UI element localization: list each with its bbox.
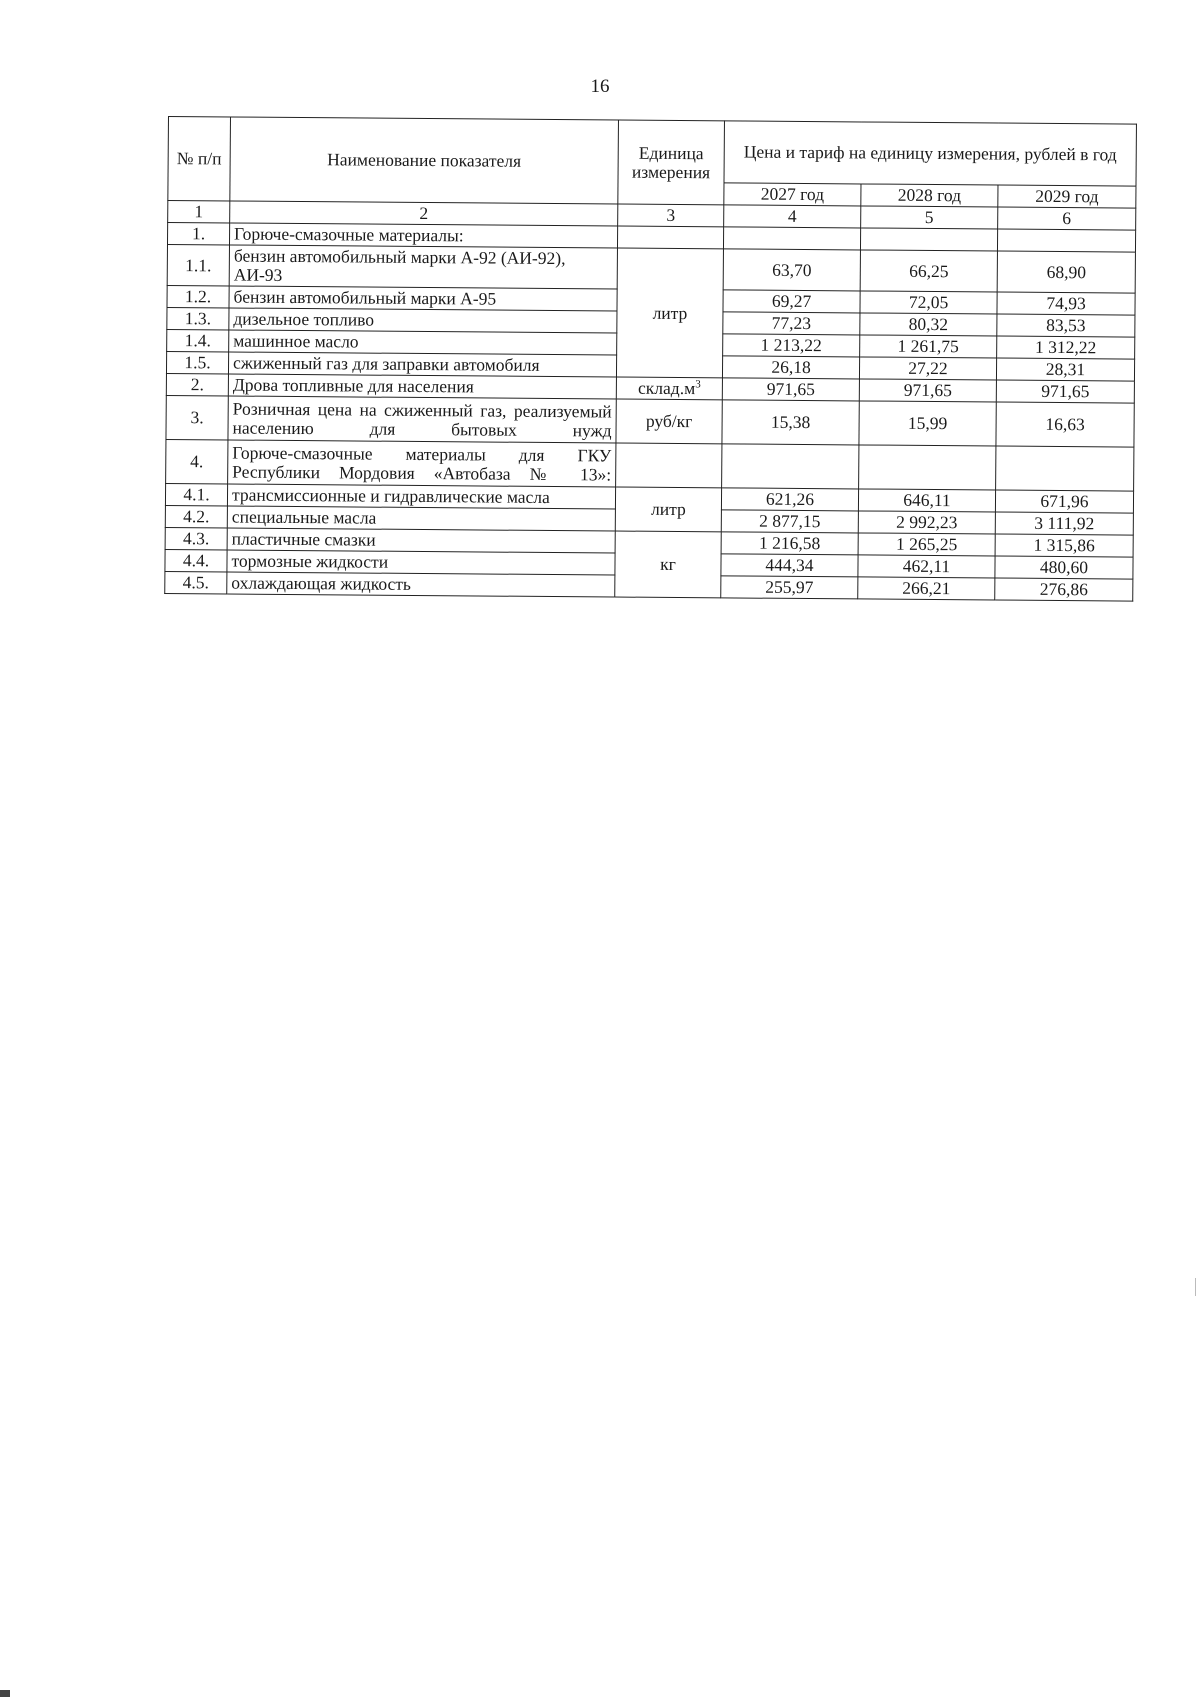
header-num: № п/п xyxy=(168,117,231,201)
value-2028: 2 992,23 xyxy=(858,511,995,534)
value-2027: 971,65 xyxy=(722,378,859,401)
value-2028: 80,32 xyxy=(860,313,997,336)
value-2028 xyxy=(860,228,997,251)
row-name: Горюче-смазочные материалы: xyxy=(229,223,617,248)
value-2029: 83,53 xyxy=(997,314,1135,337)
value-2027: 77,23 xyxy=(723,312,860,335)
row-name: охлаждающая жидкость xyxy=(227,572,615,597)
page-number: 16 xyxy=(590,76,610,97)
row-name: сжиженный газ для заправки автомобиля xyxy=(228,352,616,377)
header-year-2029: 2029 год xyxy=(998,185,1136,208)
unit-kg: кг xyxy=(615,531,722,598)
value-2027: 1 216,58 xyxy=(721,532,858,555)
value-2027 xyxy=(723,227,860,250)
value-2028: 646,11 xyxy=(858,489,995,512)
row-num: 4.1. xyxy=(165,483,227,505)
scan-margin-mark xyxy=(1195,1278,1196,1296)
value-2029: 971,65 xyxy=(996,380,1134,403)
value-2028: 15,99 xyxy=(859,401,996,446)
price-table-container xyxy=(164,116,1136,602)
header-year-2027: 2027 год xyxy=(724,183,861,206)
header-year-2028: 2028 год xyxy=(861,184,998,207)
row-num: 3. xyxy=(166,395,228,439)
value-2028: 27,22 xyxy=(859,357,996,380)
table-row xyxy=(166,395,1134,447)
row-name: Дрова топливные для населения xyxy=(228,374,616,399)
value-2028: 462,11 xyxy=(858,555,995,578)
row-num: 4.4. xyxy=(165,549,227,571)
column-index: 4 xyxy=(724,205,861,228)
row-num: 1. xyxy=(167,223,229,245)
row-num: 4.5. xyxy=(165,571,227,593)
price-table xyxy=(164,116,1137,602)
value-2029: 68,90 xyxy=(997,251,1135,293)
value-2029: 28,31 xyxy=(996,358,1134,381)
row-name: тормозные жидкости xyxy=(227,550,615,575)
value-2029: 1 312,22 xyxy=(997,336,1135,359)
column-index: 5 xyxy=(861,206,998,229)
value-2027: 2 877,15 xyxy=(721,510,858,533)
row-num: 4. xyxy=(166,439,228,483)
row-num: 4.3. xyxy=(165,527,227,549)
row-num: 1.1. xyxy=(167,244,229,285)
row-num: 1.2. xyxy=(167,285,229,307)
value-2027: 26,18 xyxy=(722,356,859,379)
unit-liter: литр xyxy=(616,248,723,378)
row-name: пластичные смазки xyxy=(227,528,615,553)
value-2029: 276,86 xyxy=(995,578,1133,601)
value-2029: 74,93 xyxy=(997,292,1135,315)
unit-wood xyxy=(616,377,722,400)
row-name: трансмиссионные и гидравлические масла xyxy=(227,484,615,509)
value-2029: 480,60 xyxy=(995,556,1133,579)
value-2028: 66,25 xyxy=(860,250,997,292)
row-num: 1.4. xyxy=(167,329,229,351)
unit-rub-kg: руб/кг xyxy=(616,399,722,444)
value-2028: 1 265,25 xyxy=(858,533,995,556)
value-2029: 16,63 xyxy=(996,402,1134,447)
unit-wood-text: склад.м xyxy=(637,377,696,399)
value-2027: 69,27 xyxy=(723,290,860,313)
unit-liter: литр xyxy=(615,487,721,532)
column-index: 2 xyxy=(230,201,618,226)
row-unit xyxy=(616,443,722,488)
header-unit: Единица измерения xyxy=(618,120,725,205)
value-2029: 1 315,86 xyxy=(995,534,1133,557)
value-2028: 1 261,75 xyxy=(860,335,997,358)
value-2028: 971,65 xyxy=(859,379,996,402)
value-2027: 15,38 xyxy=(722,400,859,445)
value-2029: 671,96 xyxy=(995,490,1133,513)
column-index: 6 xyxy=(998,207,1136,230)
header-name: Наименование показателя xyxy=(230,117,619,204)
value-2029: 3 111,92 xyxy=(995,512,1133,535)
row-unit xyxy=(617,226,723,249)
value-2029 xyxy=(997,229,1135,252)
row-num: 2. xyxy=(166,373,228,395)
row-name: Розничная цена на сжиженный газ, реализуемый населению для бытовых нужд xyxy=(228,396,616,443)
row-name: машинное масло xyxy=(229,330,617,355)
column-index: 1 xyxy=(168,201,230,223)
value-2029 xyxy=(996,446,1134,491)
unit-wood-superscript: 3 xyxy=(695,378,701,391)
row-num: 1.3. xyxy=(167,307,229,329)
row-name: бензин автомобильный марки А-92 (АИ-92), АИ-93 xyxy=(229,245,617,289)
value-2027: 63,70 xyxy=(723,249,860,291)
header-price-group: Цена и тариф на единицу измерения, рублей в год xyxy=(724,121,1136,186)
value-2027: 1 213,22 xyxy=(723,334,860,357)
value-2027 xyxy=(722,444,859,489)
row-name: Горюче-смазочные материалы для ГКУ Республики Мордовия «Автобаза № 13»: xyxy=(228,440,616,487)
value-2028: 266,21 xyxy=(858,577,995,600)
value-2027: 621,26 xyxy=(721,488,858,511)
row-name: бензин автомобильный марки А-95 xyxy=(229,286,617,311)
row-num: 1.5. xyxy=(166,351,228,373)
value-2028 xyxy=(859,445,996,490)
row-name: дизельное топливо xyxy=(229,308,617,333)
value-2028: 72,05 xyxy=(860,291,997,314)
row-num: 4.2. xyxy=(165,505,227,527)
value-2027: 255,97 xyxy=(721,576,858,599)
table-header-row xyxy=(168,117,1136,187)
row-name: специальные масла xyxy=(227,506,615,531)
column-index: 3 xyxy=(618,204,724,227)
scan-corner-mark xyxy=(0,1690,10,1697)
table-row xyxy=(166,439,1134,491)
value-2027: 444,34 xyxy=(721,554,858,577)
